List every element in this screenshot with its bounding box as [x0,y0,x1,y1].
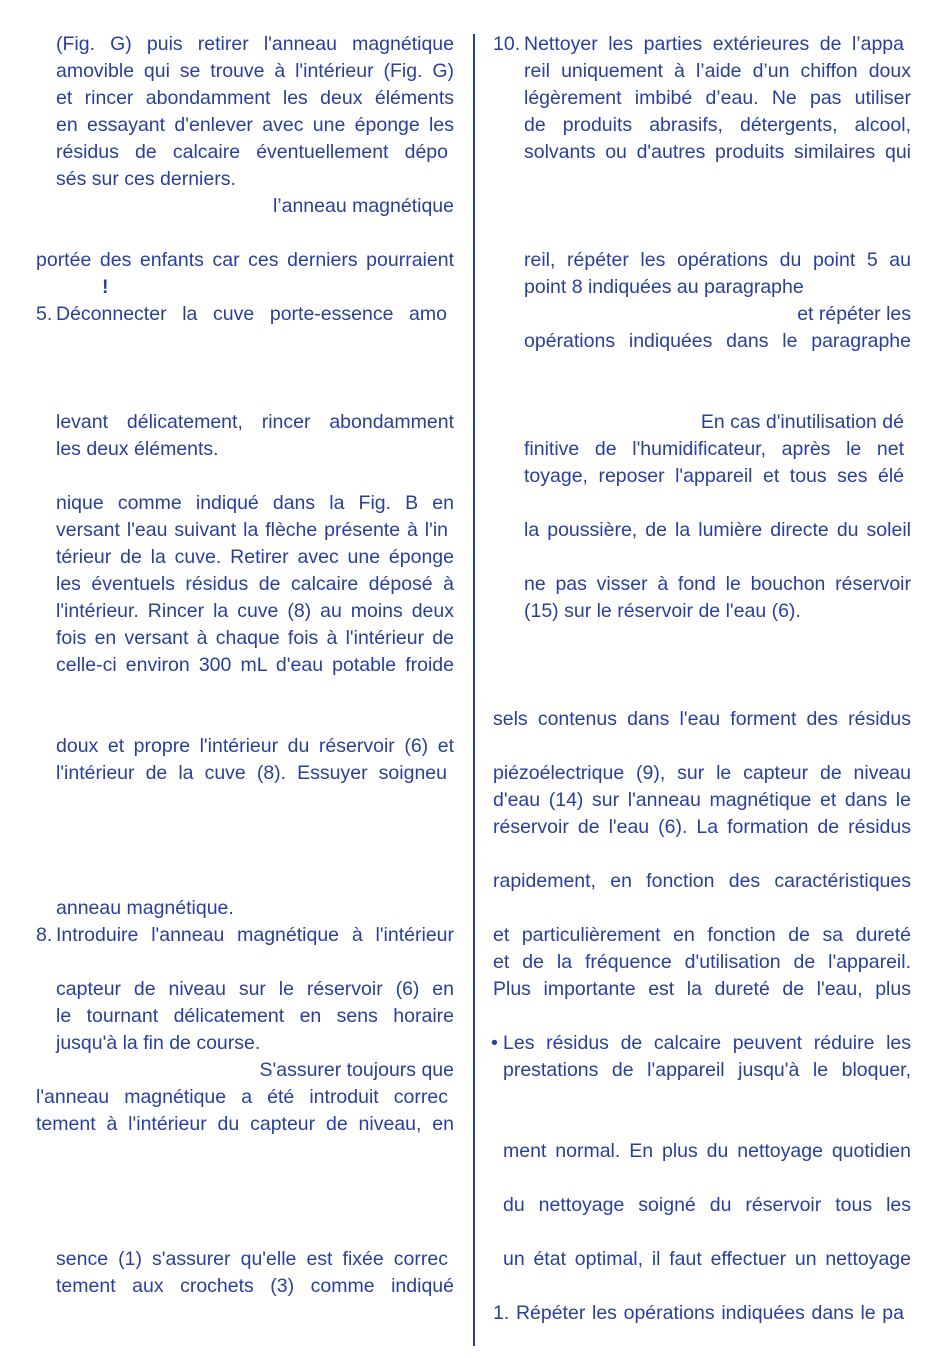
text-line: nique comme indiqué dans la Fig. B en [56,492,454,514]
text-line: (Fig. G) puis retirer l'anneau magnétique [56,33,454,55]
text-line: versant l'eau suivant la flèche présente à l'in [56,519,448,541]
text-line: solvants ou d'autres produits similaires qui [524,141,911,163]
text-line: amovible qui se trouve à l'intérieur (Fig. G) [56,60,454,82]
text-line: et rincer abondamment les deux éléments [56,87,454,109]
text-line: prestations de l'appareil jusqu'à le bloquer, [503,1059,911,1081]
text-line: l’anneau magnétique [272,195,454,217]
text-line: ment normal. En plus du nettoyage quotidien [503,1140,911,1162]
text-line: celle-ci environ 300 mL d'eau potable froide [56,654,454,676]
text-line: de produits abrasifs, détergents, alcool, [524,114,911,136]
text-line: finitive de l'humidificateur, après le net [524,438,904,460]
text-line: rapidement, en fonction des caractéristiques [493,870,911,892]
text-line: sés sur ces derniers. [56,168,236,190]
text-line: tement aux crochets (3) comme indiqué [56,1275,454,1297]
text-line: réservoir de l'eau (6). La formation de résidus [493,816,911,838]
list-number: 5. [36,303,53,325]
text-line: légèrement imbibé d’eau. Ne pas utiliser [524,87,911,109]
text-line: Nettoyer les parties extérieures de l’appa [524,33,904,55]
text-line: anneau magnétique. [56,897,234,919]
text-line: Déconnecter la cuve porte-essence amo [56,303,447,325]
text-line: reil uniquement à l’aide d’un chiffon doux [524,60,911,82]
bullet: • [491,1032,498,1054]
text-line: l'intérieur de la cuve (8). Essuyer soigneu [56,762,447,784]
text-line: un état optimal, il faut effectuer un nettoyage [503,1248,911,1270]
text-line: En cas d'inutilisation dé [700,411,904,433]
list-number: 8. [36,924,53,946]
text-line: piézoélectrique (9), sur le capteur de niveau [493,762,911,784]
column-divider [473,34,475,1346]
text-line: résidus de calcaire éventuellement dépo [56,141,448,163]
text-line: jusqu'à la fin de course. [56,1032,261,1054]
text-line: Les résidus de calcaire peuvent réduire les [503,1032,911,1054]
warning-mark: ! [102,276,109,298]
text-line: et répéter les [797,303,911,325]
text-line: l'anneau magnétique a été introduit correc [36,1086,448,1108]
text-line: point 8 indiquées au paragraphe [524,276,804,298]
text-line: S'assurer toujours que [259,1059,454,1081]
text-line: Introduire l'anneau magnétique à l'intérieur [56,924,454,946]
text-line: doux et propre l'intérieur du réservoir (6) et [56,735,454,757]
text-line: tement à l'intérieur du capteur de niveau, en [36,1113,454,1135]
text-line: les deux éléments. [56,438,219,460]
text-line: levant délicatement, rincer abondamment [56,411,454,433]
text-line: la poussière, de la lumière directe du soleil [524,519,911,541]
text-line: l'intérieur. Rincer la cuve (8) au moins deux [56,600,454,622]
text-line: le tournant délicatement en sens horaire [56,1005,454,1027]
text-line: (15) sur le réservoir de l'eau (6). [524,600,801,622]
text-line: térieur de la cuve. Retirer avec une éponge [56,546,454,568]
text-line: Plus importante est la dureté de l'eau, plus [493,978,911,1000]
text-line: d'eau (14) sur l'anneau magnétique et dans le [493,789,911,811]
list-number: 10. [493,33,521,55]
text-line: et de la fréquence d'utilisation de l'appareil. [493,951,911,973]
text-line: reil, répéter les opérations du point 5 au [524,249,911,271]
text-line: toyage, reposer l'appareil et tous ses élé [524,465,904,487]
text-line: en essayant d'enlever avec une éponge les [56,114,454,136]
text-line: ne pas visser à fond le bouchon réservoir [524,573,911,595]
text-line: sels contenus dans l'eau forment des résidus [493,708,911,730]
text-line: opérations indiquées dans le paragraphe [524,330,911,352]
text-line: 1. Répéter les opérations indiquées dans le pa [493,1302,904,1324]
text-line: capteur de niveau sur le réservoir (6) en [56,978,454,1000]
text-line: et particulièrement en fonction de sa dureté [493,924,911,946]
text-line: sence (1) s'assurer qu'elle est fixée correc [56,1248,448,1270]
text-line: du nettoyage soigné du réservoir tous les [503,1194,911,1216]
text-line: les éventuels résidus de calcaire déposé à [56,573,454,595]
text-line: fois en versant à chaque fois à l'intérieur de [56,627,454,649]
text-line: portée des enfants car ces derniers pourraient [36,249,454,271]
